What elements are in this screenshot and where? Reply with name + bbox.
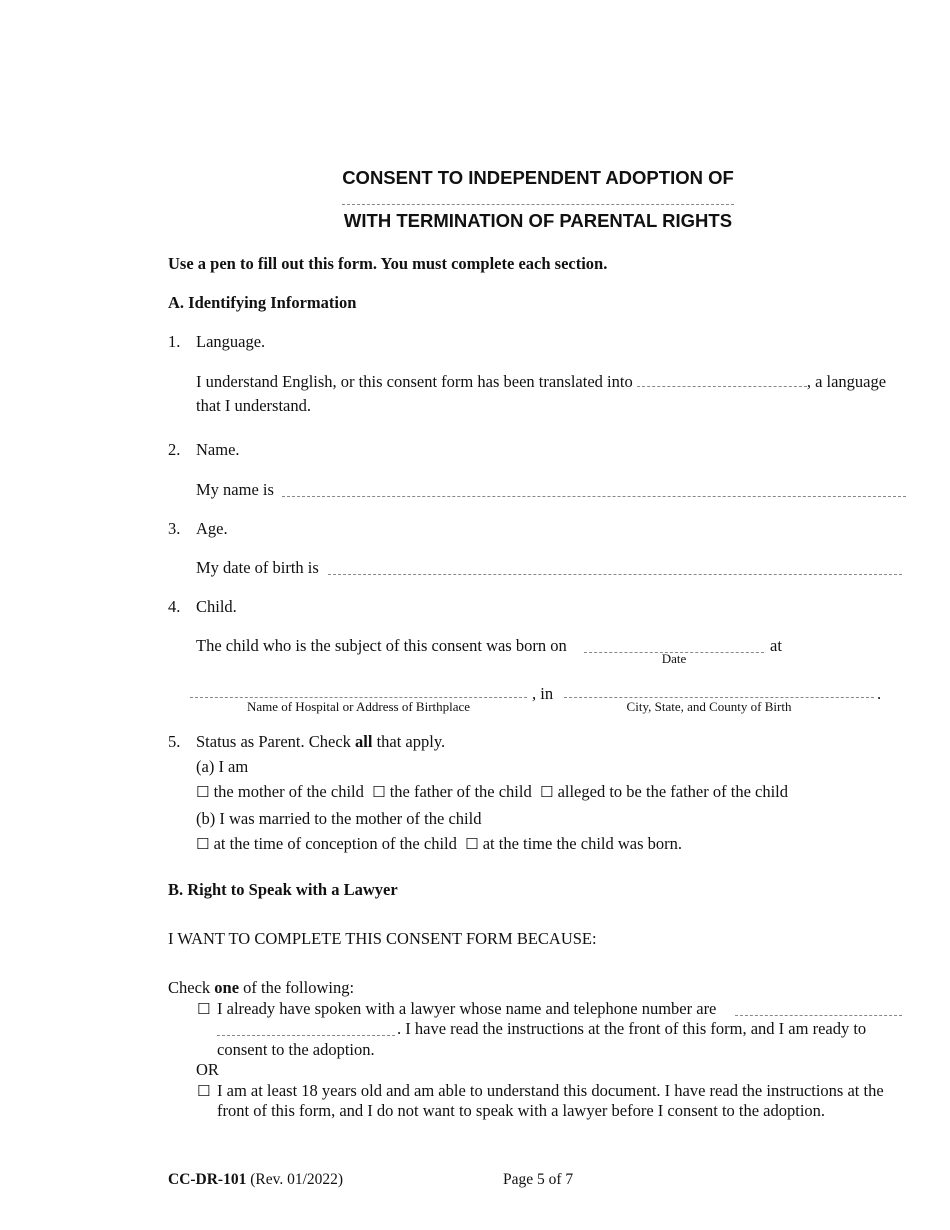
name-prompt: My name is — [196, 480, 274, 499]
item1-text-before: I understand English, or this consent form has been translated into — [196, 372, 633, 391]
date-caption: Date — [661, 651, 687, 666]
part-a-label: (a) I am — [196, 757, 249, 776]
hospital-caption: Name of Hospital or Address of Birthplace — [246, 699, 471, 714]
alleged-father-checkbox[interactable]: ☐ — [539, 783, 554, 801]
footer-form-id — [168, 1171, 343, 1189]
option1-line2: . I have read the instructions at the front of this form, and I am ready to — [397, 1019, 867, 1038]
check-after: of the following: — [243, 978, 355, 997]
consent-reason-statement: I WANT TO COMPLETE THIS CONSENT FORM BECAUSE: — [168, 929, 597, 948]
form-revision: (Rev. 01/2022) — [250, 1171, 344, 1188]
item5-label-bold: all — [355, 732, 373, 751]
language-field[interactable] — [637, 386, 807, 387]
option1-line3: consent to the adoption. — [217, 1040, 375, 1059]
section-a-heading: A. Identifying Information — [168, 293, 357, 312]
check-bold: one — [214, 978, 240, 997]
form-title-line1: CONSENT TO INDEPENDENT ADOPTION OF — [342, 167, 734, 188]
lawyer-info-field-2[interactable] — [217, 1035, 395, 1036]
lawyer-info-field-1[interactable] — [735, 1015, 902, 1016]
section-b-heading: B. Right to Speak with a Lawyer — [168, 880, 398, 899]
conception-option-label: at the time of conception of the child — [213, 834, 457, 853]
born-option-label: at the time the child was born. — [482, 834, 683, 853]
option2-line2: front of this form, and I do not want to speak with a lawyer before I consent to the adoption. — [217, 1101, 826, 1120]
item1-text-after: , a language — [806, 372, 887, 391]
item3-number: 3. — [168, 519, 181, 538]
conception-checkbox[interactable]: ☐ — [196, 835, 210, 853]
mother-checkbox[interactable]: ☐ — [196, 783, 210, 801]
born-checkbox[interactable]: ☐ — [465, 835, 479, 853]
item4-label: Child. — [196, 597, 237, 616]
birth-location-field[interactable] — [564, 697, 874, 698]
date-of-birth-field[interactable] — [328, 574, 902, 575]
in-text: , in — [532, 684, 554, 703]
check-one-instruction — [168, 978, 354, 998]
father-checkbox[interactable]: ☐ — [372, 783, 386, 801]
item5-number: 5. — [168, 732, 181, 751]
or-separator: OR — [196, 1060, 219, 1079]
marriage-options — [196, 834, 682, 854]
city-caption: City, State, and County of Birth — [626, 699, 792, 714]
item5-label-after: that apply. — [376, 732, 446, 751]
item2-number: 2. — [168, 440, 181, 459]
form-instructions: Use a pen to fill out this form. You must complete each section. — [168, 254, 608, 273]
birthplace-field[interactable] — [190, 697, 527, 698]
part-b-label: (b) I was married to the mother of the child — [196, 809, 482, 828]
item4-number: 4. — [168, 597, 181, 616]
form-title-line2: WITH TERMINATION OF PARENTAL RIGHTS — [343, 210, 733, 231]
item5-label — [196, 732, 445, 752]
item1-label: Language. — [196, 332, 266, 351]
dob-prompt: My date of birth is — [196, 558, 319, 577]
no-lawyer-checkbox[interactable]: ☐ — [197, 1082, 211, 1100]
father-option-label: the father of the child — [389, 782, 532, 801]
option1-line1: I already have spoken with a lawyer whose name and telephone number are — [217, 999, 717, 1018]
item1-text-line2: that I understand. — [196, 396, 312, 415]
item3-label: Age. — [196, 519, 228, 538]
item1-text — [196, 372, 886, 392]
child-birth-prompt: The child who is the subject of this consent was born on — [196, 636, 567, 655]
item2-label: Name. — [196, 440, 240, 459]
item5-label-before: Status as Parent. Check — [196, 732, 351, 751]
parent-status-options — [196, 782, 788, 802]
period-text: . — [877, 684, 882, 703]
name-field[interactable] — [282, 496, 906, 497]
mother-option-label: the mother of the child — [213, 782, 364, 801]
check-before: Check — [168, 978, 211, 997]
item1-number: 1. — [168, 332, 181, 351]
page-number: Page 5 of 7 — [503, 1171, 574, 1188]
alleged-father-option-label: alleged to be the father of the child — [557, 782, 789, 801]
lawyer-spoken-checkbox[interactable]: ☐ — [197, 1000, 211, 1018]
option2-line1: I am at least 18 years old and am able to understand this document. I have read the instructions at the — [217, 1081, 884, 1100]
at-text: at — [770, 636, 782, 655]
adoptee-name-field[interactable] — [342, 204, 734, 205]
form-id: CC-DR-101 — [168, 1171, 247, 1188]
